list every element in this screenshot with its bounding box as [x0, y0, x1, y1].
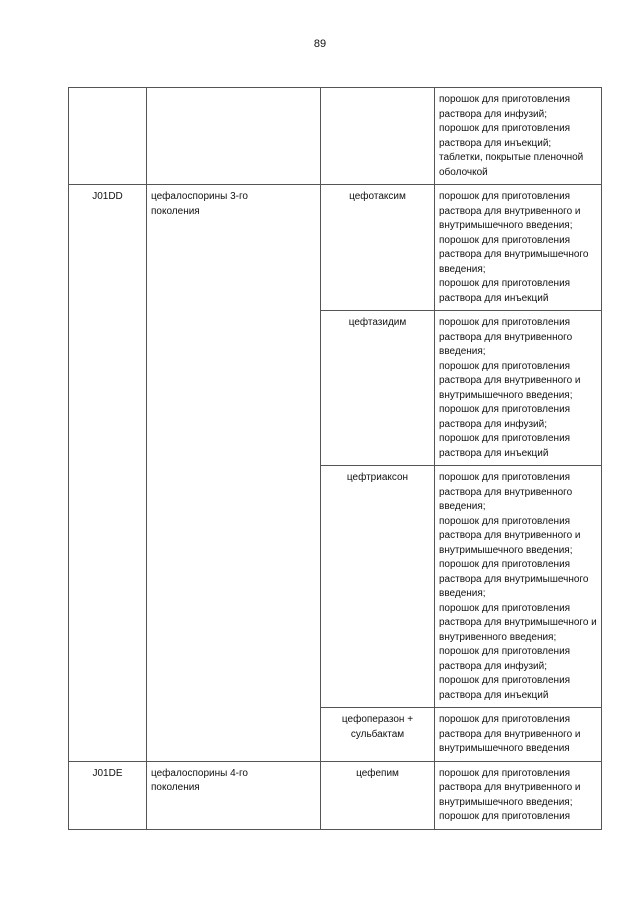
inn-cell: [321, 466, 435, 708]
table-row: [69, 761, 602, 829]
dosage-form-line: порошок для приготовления: [439, 94, 571, 105]
atc-code: J01DD: [92, 191, 123, 202]
dosage-forms-cell: [435, 88, 602, 185]
drug-group-line: поколения: [151, 205, 200, 217]
atc-code-cell: [69, 88, 147, 185]
inn-name: сульбактам: [350, 728, 405, 740]
inn-cell: [321, 88, 435, 185]
dosage-form-line: раствора для внутривенного и: [439, 782, 581, 793]
dosage-form-line: порошок для приготовления: [439, 472, 571, 483]
dosage-form-line: раствора для инфузий;: [439, 418, 547, 430]
inn-name: цефотаксим: [349, 191, 406, 202]
dosage-form-line: порошок для приготовления: [439, 646, 571, 657]
dosage-form-line: введения;: [439, 501, 486, 512]
dosage-form-line: внутримышечного введения;: [439, 220, 573, 231]
drug-group-line: поколения: [151, 782, 200, 793]
atc-code-cell: [69, 761, 147, 829]
inn-cell: [321, 761, 435, 829]
inn-cell: [321, 708, 435, 762]
page-number: 89: [313, 38, 327, 50]
dosage-form-line: порошок для приготовления: [439, 234, 571, 246]
dosage-form-line: раствора для инъекций: [439, 689, 549, 701]
inn-name: цефоперазон +: [341, 714, 414, 725]
dosage-form-line: таблетки, покрытые пленочной: [439, 152, 584, 163]
dosage-form-line: порошок для приготовления: [439, 602, 571, 614]
dosage-form-line: введения;: [439, 263, 486, 275]
dosage-form-line: введения;: [439, 588, 486, 599]
drug-group-cell: [147, 761, 321, 829]
dosage-forms-cell: [435, 708, 602, 762]
dosage-form-line: порошок для приготовления: [439, 811, 571, 822]
drug-group-cell: [147, 88, 321, 185]
dosage-form-line: раствора для инъекций: [439, 292, 549, 304]
dosage-form-line: внутримышечного введения: [439, 743, 570, 754]
inn-name: цефепим: [356, 767, 399, 779]
dosage-form-line: внутримышечного введения;: [439, 796, 573, 808]
dosage-form-line: раствора для внутривенного: [439, 486, 573, 498]
inn-cell: [321, 311, 435, 466]
table-row: [69, 88, 602, 185]
dosage-form-line: внутримышечного введения;: [439, 544, 573, 556]
dosage-forms-cell: [435, 185, 602, 311]
atc-code-cell: [69, 185, 147, 762]
dosage-form-line: раствора для внутримышечного и: [439, 617, 597, 628]
dosage-form-line: порошок для приготовления: [439, 559, 571, 570]
dosage-form-line: раствора для внутримышечного: [439, 573, 589, 585]
drug-group-cell: [147, 185, 321, 762]
drug-table: [68, 87, 602, 830]
dosage-form-line: порошок для приготовления: [439, 317, 571, 328]
dosage-form-line: раствора для внутривенного и: [439, 205, 581, 217]
dosage-form-line: порошок для приготовления: [439, 714, 571, 725]
dosage-form-line: раствора для внутривенного и: [439, 728, 581, 740]
atc-code: J01DE: [92, 767, 123, 779]
dosage-form-line: раствора для внутривенного: [439, 331, 573, 343]
dosage-form-line: порошок для приготовления: [439, 515, 571, 527]
dosage-form-line: порошок для приготовления: [439, 404, 571, 415]
dosage-form-line: раствора для инфузий;: [439, 108, 547, 120]
dosage-form-line: раствора для внутривенного и: [439, 530, 581, 541]
dosage-form-line: порошок для приготовления: [439, 278, 571, 289]
drug-group-line: цефалоспорины 4-го: [151, 767, 248, 779]
dosage-form-line: введения;: [439, 346, 486, 357]
dosage-form-line: порошок для приготовления: [439, 191, 571, 202]
dosage-form-line: раствора для инъекций;: [439, 137, 552, 149]
dosage-form-line: порошок для приготовления: [439, 123, 571, 134]
dosage-form-line: раствора для внутримышечного: [439, 249, 589, 260]
dosage-form-line: оболочкой: [439, 166, 488, 178]
dosage-forms-cell: [435, 466, 602, 708]
dosage-form-line: раствора для инъекций: [439, 447, 549, 459]
inn-name: цефтазидим: [348, 317, 407, 328]
dosage-form-line: раствора для внутривенного и: [439, 375, 581, 386]
dosage-forms-cell: [435, 311, 602, 466]
dosage-form-line: порошок для приготовления: [439, 433, 571, 444]
inn-cell: [321, 185, 435, 311]
dosage-forms-cell: [435, 761, 602, 829]
inn-name: цефтриаксон: [346, 472, 409, 483]
table-row: [69, 185, 602, 311]
dosage-form-line: порошок для приготовления: [439, 767, 571, 779]
dosage-form-line: внутривенного введения;: [439, 631, 557, 643]
dosage-form-line: порошок для приготовления: [439, 360, 571, 372]
dosage-form-line: внутримышечного введения;: [439, 389, 573, 401]
dosage-form-line: раствора для инфузий;: [439, 660, 547, 672]
dosage-form-line: порошок для приготовления: [439, 675, 571, 686]
drug-group-line: цефалоспорины 3-го: [151, 191, 248, 202]
